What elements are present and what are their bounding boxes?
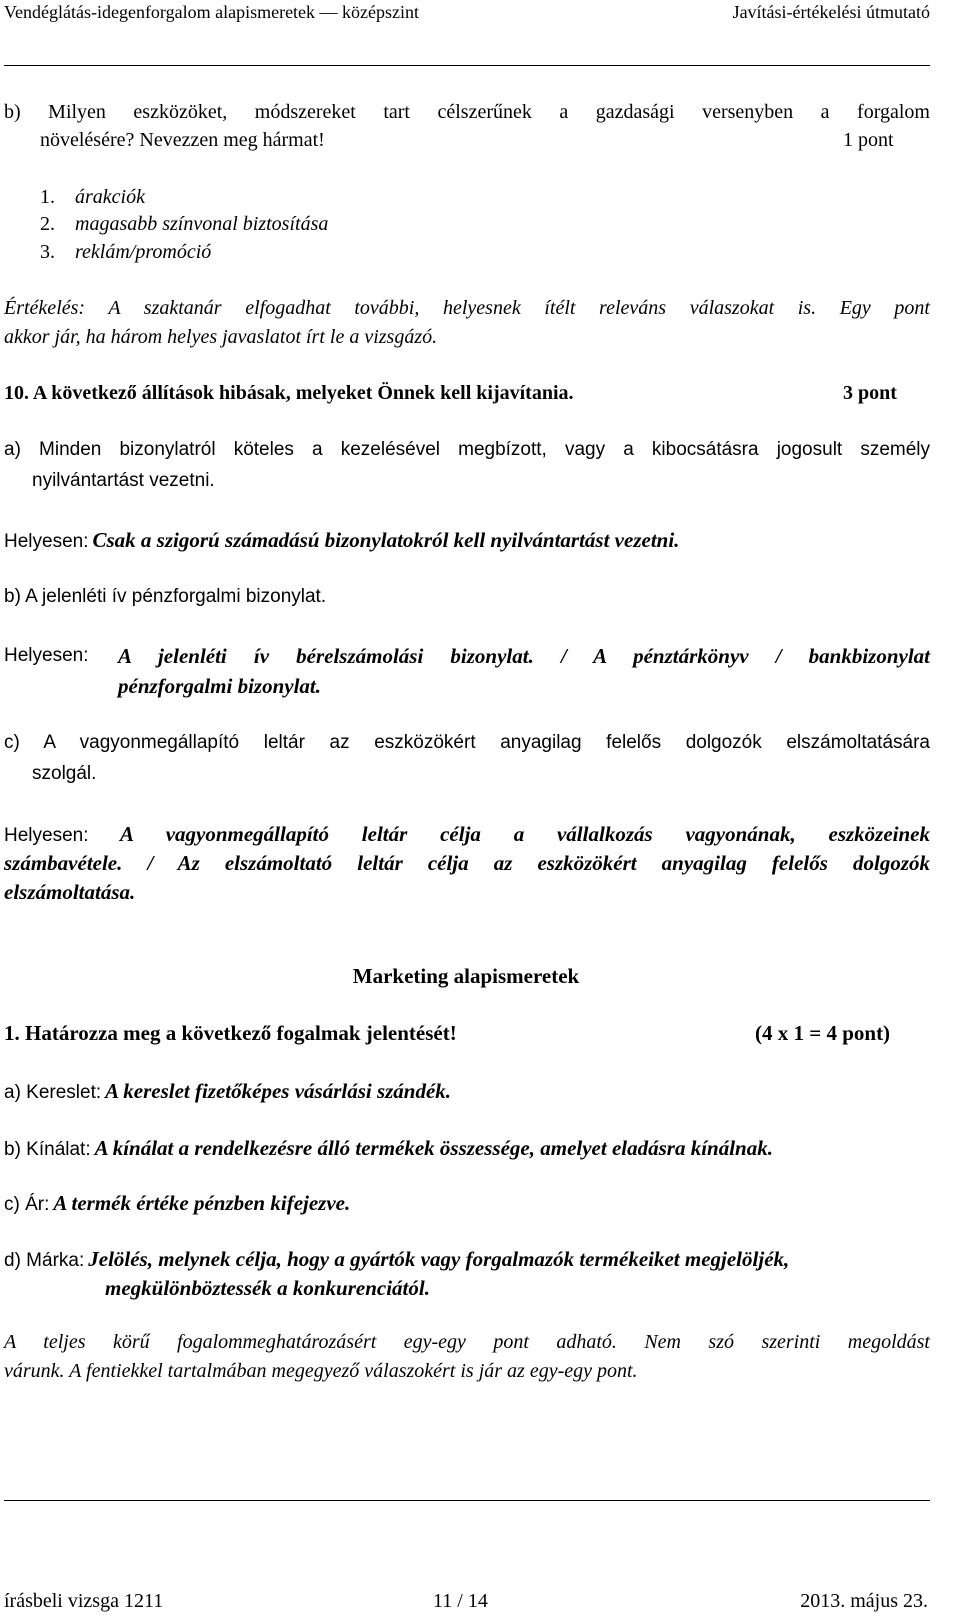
q9b-eval-line2: akkor jár, ha három helyes javaslatot írt le a vizsgázó. <box>4 326 438 348</box>
q10-c-correct-line3: elszámoltatása. <box>4 880 136 904</box>
q10-b-line: b) A jelenléti ív pénzforgalmi bizonylat. <box>4 586 327 607</box>
section-title: Marketing alapismeretek <box>352 964 580 988</box>
m-item <box>4 1136 773 1161</box>
q10-b-correct-line2: pénzforgalmi bizonylat. <box>118 674 322 698</box>
correct-label: Helyesen: <box>4 645 89 666</box>
q10-a-correction <box>4 528 679 553</box>
q10-a-line2: nyilvántartást vezetni. <box>32 470 215 491</box>
m-item-label: b) Kínálat: <box>4 1139 91 1160</box>
footer-divider <box>4 1500 930 1501</box>
page-number: 11 / 14 <box>433 1590 488 1612</box>
q10-title: 10. A következő állítások hibásak, melyeket Önnek kell kijavítania. <box>4 382 574 404</box>
correct-text: Csak a szigorú számadású bizonylatokról kell nyilvántartást vezetni. <box>92 528 680 552</box>
correct-label: Helyesen: <box>4 531 89 552</box>
header-left: Vendéglátás-idegenforgalom alapismeretek — középszint <box>4 2 420 22</box>
m-note-line1: A teljes körű fogalommeghatározásért egy-egy pont adható. Nem szó szerinti megoldást <box>4 1331 930 1353</box>
m-item-label: d) Márka: <box>4 1250 85 1271</box>
q10-points: 3 pont <box>843 382 897 404</box>
q9b-answer-num: 2. <box>40 213 55 235</box>
m-item-answer-cont: megkülönböztessék a konkurenciától. <box>105 1276 430 1300</box>
m-item <box>4 1079 451 1104</box>
q10-c-line1: c) A vagyonmegállapító leltár az eszközökért anyagilag felelős dolgozók elszámoltatására <box>4 732 930 753</box>
m-item-label: c) Ár: <box>4 1194 50 1215</box>
correct-text: A vagyonmegállapító leltár célja a vállalkozás vagyonának, eszközeinek <box>120 822 930 846</box>
q10-c-correct-line1-row <box>4 822 930 847</box>
q9b-line2: növelésére? Nevezzen meg hármat! <box>40 129 325 151</box>
m-item-answer: A kínálat a rendelkezésre álló termékek összessége, amelyet eladásra kínálnak. <box>94 1136 773 1160</box>
footer-left: írásbeli vizsga 1211 <box>4 1590 164 1612</box>
m-q1-title: 1. Határozza meg a következő fogalmak jelentését! <box>4 1021 457 1045</box>
q10-b-correct-line1: A jelenléti ív bérelszámolási bizonylat. / A pénztárkönyv / bankbizonylat <box>118 644 930 668</box>
m-item <box>4 1247 789 1272</box>
q9b-answer-text: reklám/promóció <box>75 241 212 263</box>
header-divider <box>4 65 930 66</box>
q9b-answer-num: 1. <box>40 186 55 208</box>
m-item-answer: A kereslet fizetőképes vásárlási szándék. <box>105 1079 452 1103</box>
m-item-answer: Jelölés, melynek célja, hogy a gyártók vagy forgalmazók termékeiket megjelöljék, <box>88 1247 790 1271</box>
q9b-eval-line1: Értékelés: A szaktanár elfogadhat további, helyesnek ítélt releváns válaszokat is. Egy pont <box>4 297 930 319</box>
m-note-line2: várunk. A fentiekkel tartalmában megegyező válaszokért is jár az egy-egy pont. <box>4 1360 638 1382</box>
q10-a-line1: a) Minden bizonylatról köteles a kezelésével megbízott, vagy a kibocsátásra jogosult személy <box>4 439 930 460</box>
m-item-label: a) Kereslet: <box>4 1082 102 1103</box>
q9b-line1: b) Milyen eszközöket, módszereket tart célszerűnek a gazdasági versenyben a forgalom <box>4 101 930 123</box>
header-right: Javítási-értékelési útmutató <box>732 2 930 22</box>
m-q1-points: (4 x 1 = 4 pont) <box>755 1021 891 1045</box>
q9b-answer-num: 3. <box>40 241 55 263</box>
correct-label: Helyesen: <box>4 825 89 846</box>
m-item <box>4 1191 350 1216</box>
m-item-answer: A termék értéke pénzben kifejezve. <box>53 1191 351 1215</box>
q10-c-correct-line2: számbavétele. / Az elszámoltató leltár célja az eszközökért anyagilag felelős dolgozók <box>4 851 930 875</box>
q10-c-line2: szolgál. <box>32 763 97 784</box>
q9b-points: 1 pont <box>843 129 894 151</box>
footer-date: 2013. május 23. <box>800 1590 928 1612</box>
q9b-answer-text: magasabb színvonal biztosítása <box>75 213 329 235</box>
q9b-answer-text: árakciók <box>75 186 145 208</box>
